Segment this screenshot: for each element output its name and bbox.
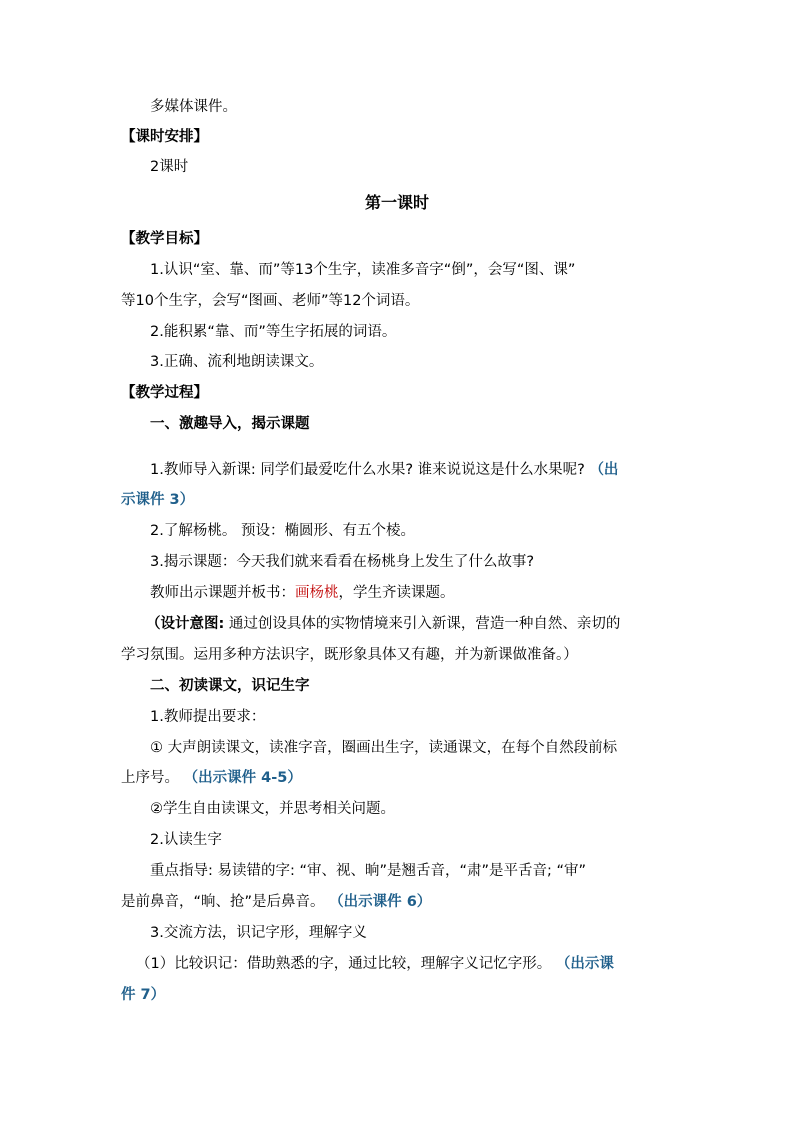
s2-key-line-1: 重点指导: 易读错的字: “审、视、晌”是翘舌音，“肃”是平舌音; “审” (150, 863, 587, 879)
s1-board-a: 教师出示课题并板书： (150, 585, 295, 601)
design-intent-line-2: 学习氛围。运用多种方法识字，既形象具体又有趣，并为新课做准备。） (121, 647, 578, 663)
s2-compare-text: （1）比较识记：借助熟悉的字，通过比较，理解字义记忆字形。 (136, 956, 552, 972)
s2-compare-note-b: 件 7） (121, 987, 166, 1003)
s2-item-3: 3.交流方法，识记字形，理解字义 (150, 925, 367, 941)
s2-req-1-line-1: ① 大声朗读课文，读准字音，圈画出生字，读通课文，在每个自然段前标 (150, 740, 618, 756)
s1-item-1-note-b: 示课件 3） (121, 492, 195, 508)
s2-item-2: 2.认读生字 (150, 832, 222, 848)
s1-item-2: 2.了解杨桃。 预设：椭圆形、有五个棱。 (150, 523, 415, 539)
s2-req-2: ②学生自由读课文，并思考相关问题。 (150, 801, 395, 817)
design-label: （设计意图: (146, 616, 225, 632)
s1-board-red: 画杨桃 (295, 585, 339, 601)
goal-3: 3.正确、流利地朗读课文。 (150, 354, 324, 370)
s1-item-3: 3.揭示课题：今天我们就来看看在杨桃身上发生了什么故事? (150, 554, 535, 570)
lesson-title: 第一课时 (364, 193, 429, 212)
s2-item-1: 1.教师提出要求： (150, 709, 266, 725)
s2-compare-note-a: （出示课 (555, 956, 614, 972)
goal-1-line-2: 等10个生字，会写“图画、老师”等12个词语。 (121, 293, 420, 309)
s1-item-1-text: 1.教师导入新课: 同学们最爱吃什么水果? 谁来说说这是什么水果呢? (150, 462, 585, 478)
s1-item-1-line-1 (150, 460, 618, 480)
goals-heading: 【教学目标】 (121, 231, 208, 247)
s2-req-1-line-2 (121, 768, 302, 788)
section-1-title: 一、激趣导入，揭示课题 (150, 416, 310, 432)
materials-text: 多媒体课件。 (150, 99, 237, 115)
s2-req-1-note: （出示课件 4-5） (183, 770, 302, 786)
goal-2: 2.能积累“靠、而”等生字拓展的词语。 (150, 324, 397, 340)
s2-key-note: （出示课件 6） (329, 894, 432, 910)
design-intent-line-1 (146, 614, 620, 634)
s2-req-1-text: 上序号。 (121, 770, 179, 786)
s1-item-1-note-a: （出 (589, 462, 619, 478)
s1-board-line (150, 583, 455, 603)
s2-key-line-2 (121, 892, 431, 912)
s2-key-text: 是前鼻音，“晌、抢”是后鼻音。 (121, 894, 325, 910)
s2-compare-line-1 (136, 954, 614, 974)
s1-board-b: ，学生齐读课题。 (338, 585, 455, 601)
schedule-heading: 【课时安排】 (121, 129, 208, 145)
schedule-value: 2课时 (150, 159, 189, 175)
goal-1-line-1: 1.认识“室、靠、而”等13个生字，读准多音字“倒”，会写“图、课” (150, 262, 576, 278)
section-2-title: 二、初读课文，识记生字 (150, 678, 310, 694)
process-heading: 【教学过程】 (121, 385, 208, 401)
design-line-1: 通过创设具体的实物情境来引入新课，营造一种自然、亲切的 (224, 616, 621, 632)
